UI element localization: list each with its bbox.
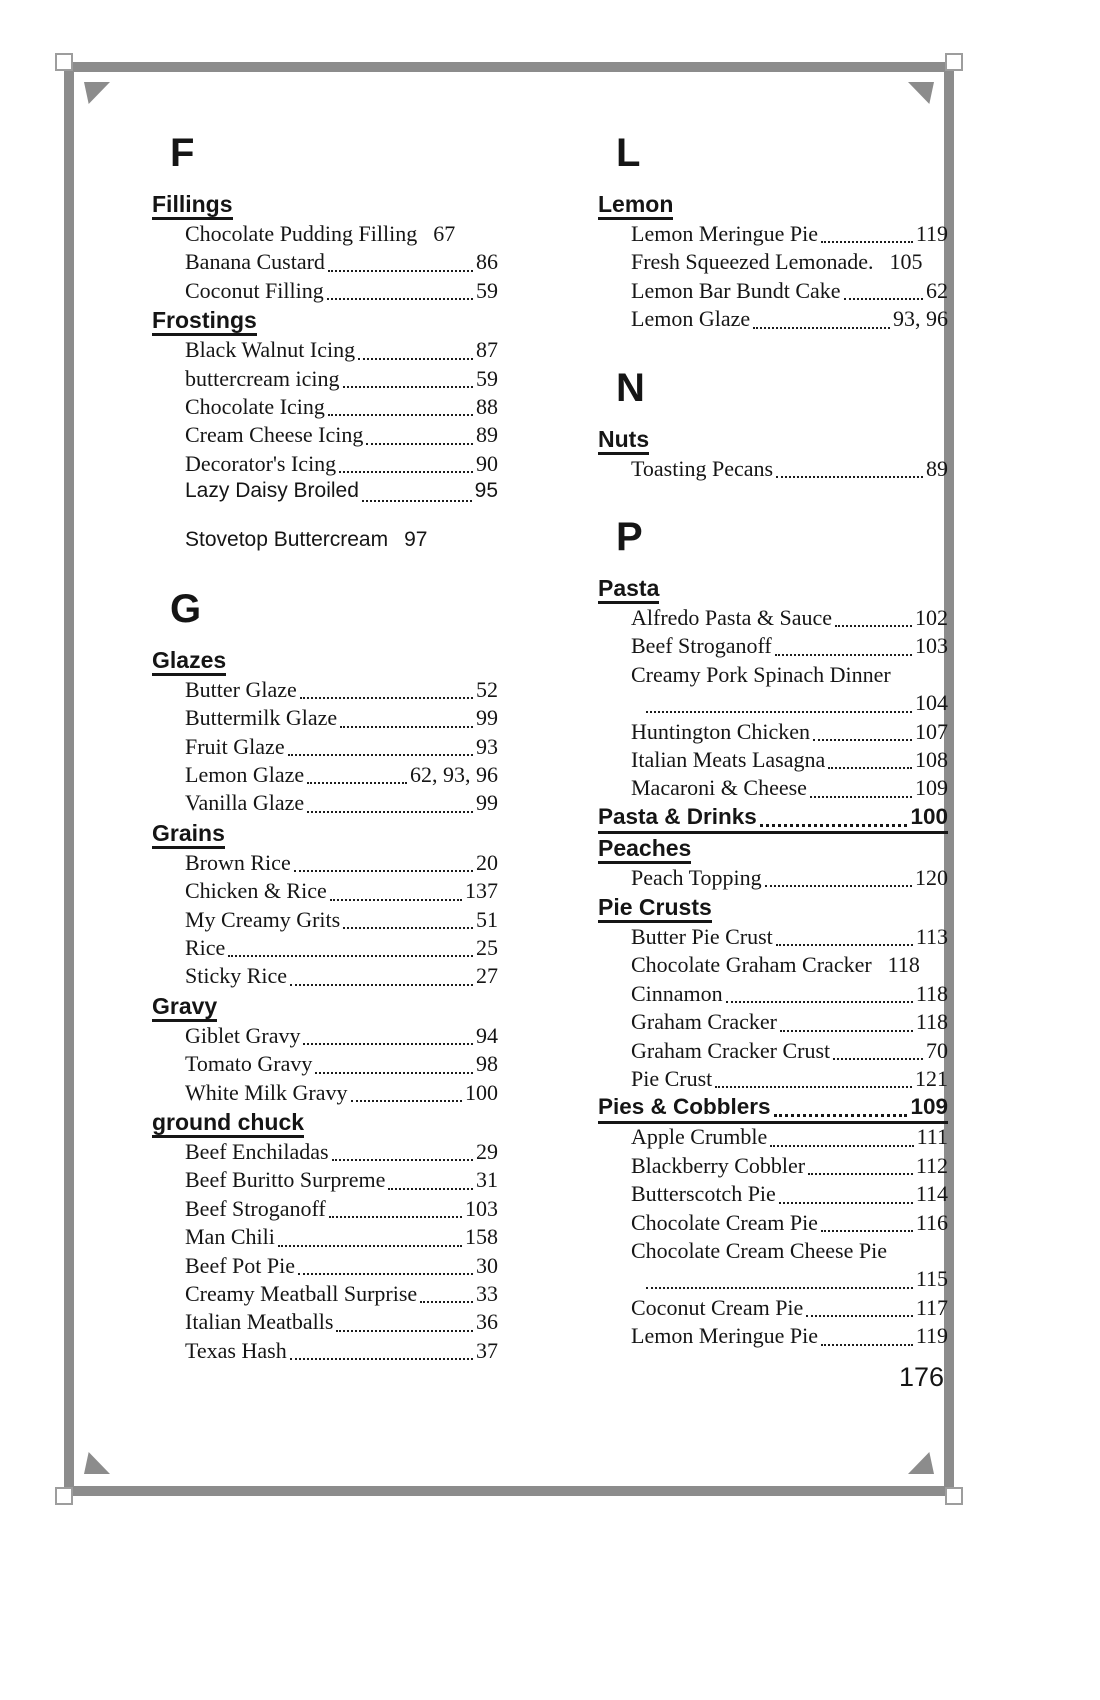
index-entry (185, 762, 498, 790)
dot-leader (343, 927, 473, 929)
entry-label: Buttermilk Glaze (185, 705, 338, 731)
group-heading: Grains (152, 821, 225, 849)
entry-label: Cream Cheese Icing (185, 422, 364, 448)
entry-page: 104 (915, 690, 948, 716)
section-letter: F (170, 131, 195, 175)
index-entry (185, 907, 498, 935)
entry-label: Tomato Gravy (185, 1051, 313, 1077)
entry-label: Pies & Cobblers (598, 1094, 771, 1120)
index-entry (631, 1153, 948, 1181)
entry-label: Lemon Glaze (631, 306, 751, 332)
dot-leader (810, 796, 912, 798)
entry-label: Fruit Glaze (185, 733, 285, 759)
entry-page: 137 (465, 878, 498, 904)
section-letter: L (616, 131, 641, 175)
entry-page: 111 (916, 1124, 948, 1150)
group-heading-row (152, 1110, 498, 1139)
entry-label: Giblet Gravy (185, 1022, 301, 1048)
index-section (598, 365, 948, 484)
index-column-left (152, 130, 498, 1366)
group-heading: Glazes (152, 648, 226, 676)
group-heading-row (598, 836, 948, 865)
entry-page: 70 (926, 1037, 948, 1063)
index-entry (185, 366, 498, 394)
group-heading-row (152, 648, 498, 677)
dot-leader (715, 1086, 912, 1088)
entry-page: 98 (476, 1051, 498, 1077)
index-entry (631, 249, 948, 277)
entry-page: 67 (433, 221, 456, 246)
entry-page: 97 (404, 527, 428, 551)
entry-page: 94 (476, 1022, 498, 1048)
dot-leader (328, 414, 473, 416)
dot-leader (420, 1301, 473, 1303)
dot-leader (300, 697, 473, 699)
index-entry (185, 878, 498, 906)
group-heading: Fillings (152, 192, 233, 220)
entry-page: 105 (889, 249, 923, 275)
entry-page: 51 (476, 906, 498, 932)
dot-leader (358, 358, 473, 360)
index-entry (631, 719, 948, 747)
entry-page: 109 (910, 1094, 948, 1120)
entry-label: Butterscotch Pie (631, 1181, 776, 1207)
corner-square-bottom-left (55, 1487, 73, 1505)
entry-label: Vanilla Glaze (185, 790, 305, 816)
entry-page: 62, 93, 96 (410, 762, 498, 788)
group-heading: Nuts (598, 427, 649, 455)
index-entry (631, 1295, 948, 1323)
entry-page: 118 (915, 1009, 948, 1035)
entry-page: 37 (476, 1337, 498, 1363)
entry-label: Blackberry Cobbler (631, 1152, 806, 1178)
entry-page: 100 (465, 1079, 498, 1105)
dot-leader (294, 870, 473, 872)
dot-leader (327, 298, 473, 300)
section-letter: P (616, 514, 643, 559)
entry-label: Cinnamon (631, 980, 723, 1006)
bold-index-row (598, 804, 948, 834)
index-entry (631, 1323, 948, 1351)
entry-page: 89 (476, 422, 498, 448)
entry-page: 118 (887, 952, 920, 978)
dot-leader (307, 782, 407, 784)
entry-label: Man Chili (185, 1224, 275, 1250)
entry-page: 62 (926, 277, 948, 303)
index-entry (185, 1253, 498, 1281)
dot-leader (828, 767, 912, 769)
group-heading-row (152, 821, 498, 850)
entry-label: Lemon Meringue Pie (631, 221, 818, 246)
index-section (152, 130, 498, 556)
dot-leader (776, 944, 913, 946)
entry-page: 99 (476, 705, 498, 731)
entry-page: 121 (915, 1066, 948, 1092)
dot-leader (329, 1216, 462, 1218)
corner-square-top-right (945, 53, 963, 71)
entry-label: Sticky Rice (185, 963, 288, 989)
index-entry (185, 249, 498, 277)
entry-label: Lemon Glaze (185, 762, 305, 788)
dot-leader (303, 1043, 473, 1045)
dot-leader (290, 1358, 473, 1360)
group-heading-row (598, 427, 948, 456)
entry-label: Graham Cracker Crust (631, 1037, 831, 1063)
dot-leader (779, 1202, 913, 1204)
entry-label: Chicken & Rice (185, 878, 327, 904)
entry-page: 30 (476, 1252, 498, 1278)
entry-label: Black Walnut Icing (185, 337, 356, 363)
index-entry (185, 1051, 498, 1079)
dot-leader (808, 1173, 913, 1175)
entry-page: 103 (915, 633, 948, 659)
dot-leader (290, 984, 473, 986)
entry-label: Fresh Squeezed Lemonade. (631, 249, 874, 275)
index-entry (185, 479, 498, 507)
entry-page: 33 (476, 1280, 498, 1306)
index-entry (185, 850, 498, 878)
index-entry (185, 422, 498, 450)
index-entry (185, 790, 498, 818)
index-entry (631, 952, 948, 980)
entry-page: 119 (915, 1323, 948, 1349)
entry-page: 114 (915, 1181, 948, 1207)
entry-page: 86 (476, 249, 498, 275)
entry-page: 88 (476, 393, 498, 419)
entry-label: Butter Pie Crust (631, 924, 773, 950)
entry-page: 95 (474, 479, 498, 503)
entry-label: Coconut Filling (185, 277, 324, 303)
group-heading: Pasta (598, 576, 659, 604)
index-entry (631, 1009, 948, 1037)
entry-page: 27 (476, 963, 498, 989)
dot-leader (821, 241, 913, 243)
index-entry (185, 705, 498, 733)
dot-leader (753, 327, 890, 329)
entry-page: 36 (476, 1309, 498, 1335)
entry-label: Creamy Meatball Surprise (185, 1280, 418, 1306)
corner-square-bottom-right (945, 1487, 963, 1505)
index-entry (631, 1210, 948, 1238)
entry-page: 93, 96 (893, 306, 948, 332)
dot-leader (776, 476, 923, 478)
index-entry (185, 451, 498, 479)
dot-leader (328, 270, 473, 272)
entry-page: 108 (915, 746, 948, 772)
entry-label: Chocolate Pudding Filling (185, 221, 418, 246)
entry-label: My Creamy Grits (185, 906, 341, 932)
index-entry (631, 981, 948, 1009)
entry-page: 118 (915, 980, 948, 1006)
index-entry (631, 775, 948, 803)
index-entry (185, 278, 498, 306)
entry-page: 90 (476, 450, 498, 476)
entry-label: buttercream icing (185, 365, 340, 391)
index-entry (185, 935, 498, 963)
entry-page: 158 (465, 1224, 498, 1250)
entry-page: 29 (476, 1138, 498, 1164)
entry-label: Macaroni & Cheese (631, 775, 807, 801)
entry-label: Decorator's Icing (185, 450, 337, 476)
entry-label: Brown Rice (185, 849, 291, 875)
dot-leader (775, 654, 912, 656)
group-heading: Frostings (152, 308, 257, 336)
corner-square-top-left (55, 53, 73, 71)
entry-page: 20 (476, 849, 498, 875)
index-entry (631, 1038, 948, 1066)
index-entry (631, 1238, 948, 1266)
index-entry (185, 337, 498, 365)
entry-page: 103 (465, 1195, 498, 1221)
index-entry (631, 1124, 948, 1152)
page-number: 176 (898, 1362, 944, 1392)
entry-page: 87 (476, 337, 498, 363)
index-entry (185, 1224, 498, 1252)
index-entry-continuation (643, 1266, 948, 1294)
index-entry (185, 1023, 498, 1051)
entry-label: Texas Hash (185, 1337, 287, 1363)
index-entry (631, 1181, 948, 1209)
dot-leader (339, 471, 473, 473)
dot-leader (307, 811, 473, 813)
index-entry (631, 662, 948, 690)
entry-page: 119 (915, 221, 948, 246)
entry-label: Italian Meats Lasagna (631, 746, 826, 772)
index-section (598, 514, 948, 1352)
entry-page: 89 (926, 455, 948, 481)
entry-page: 25 (476, 935, 498, 961)
dot-leader (646, 1287, 913, 1289)
entry-page: 120 (915, 864, 948, 890)
dot-leader (780, 1030, 913, 1032)
entry-label: Chocolate Cream Pie (631, 1209, 818, 1235)
index-entry (631, 306, 948, 334)
group-heading: Peaches (598, 836, 691, 864)
group-heading-row (598, 576, 948, 605)
index-entry (185, 1309, 498, 1337)
entry-label: Creamy Pork Spinach Dinner (631, 661, 891, 687)
index-entry (631, 221, 948, 249)
dot-leader (760, 824, 908, 827)
entry-page: 107 (915, 718, 948, 744)
entry-label: Toasting Pecans (631, 455, 774, 481)
entry-label: Beef Stroganoff (185, 1195, 326, 1221)
group-heading: ground chuck (152, 1110, 304, 1138)
dot-leader (278, 1245, 462, 1247)
dot-leader (770, 1145, 913, 1147)
index-entry (185, 734, 498, 762)
entry-label: Rice (185, 935, 226, 961)
dot-leader (362, 500, 472, 502)
entry-label: Graham Cracker (631, 1009, 777, 1035)
index-column-right (598, 130, 948, 1352)
dot-leader (343, 386, 473, 388)
dot-leader (330, 899, 462, 901)
dot-leader (351, 1100, 462, 1102)
dot-leader (806, 1315, 913, 1317)
index-entry (185, 1196, 498, 1224)
dot-leader (844, 298, 923, 300)
entry-label: White Milk Gravy (185, 1079, 348, 1105)
entry-page: 59 (476, 277, 498, 303)
dot-leader (765, 885, 912, 887)
index-entry (631, 456, 948, 484)
index-entry (185, 677, 498, 705)
entry-label: Lemon Meringue Pie (631, 1323, 818, 1349)
index-entry (631, 747, 948, 775)
entry-label: Italian Meatballs (185, 1309, 334, 1335)
entry-label: Chocolate Cream Cheese Pie (631, 1237, 887, 1263)
bold-index-row (598, 1094, 948, 1124)
group-heading: Gravy (152, 994, 217, 1022)
section-letter: N (616, 365, 645, 410)
entry-label: Beef Pot Pie (185, 1252, 295, 1278)
index-section (598, 130, 948, 335)
entry-page: 113 (915, 924, 948, 950)
dot-leader (821, 1344, 913, 1346)
group-heading: Pie Crusts (598, 895, 712, 923)
entry-page: 117 (915, 1294, 948, 1320)
dot-leader (813, 739, 912, 741)
index-entry (185, 1167, 498, 1195)
dot-leader (288, 754, 473, 756)
index-entry (631, 1066, 948, 1094)
entry-page: 115 (915, 1266, 948, 1292)
dot-leader (821, 1230, 913, 1232)
entry-page: 31 (476, 1167, 498, 1193)
dot-leader (726, 1001, 913, 1003)
entry-page: 109 (915, 775, 948, 801)
entry-label: Banana Custard (185, 249, 325, 275)
index-entry (185, 1139, 498, 1167)
index-entry (631, 865, 948, 893)
dot-leader (366, 443, 473, 445)
entry-page: 102 (915, 604, 948, 630)
section-letter: G (170, 586, 202, 631)
entry-label: Chocolate Graham Cracker (631, 952, 872, 978)
entry-page: 52 (476, 676, 498, 702)
entry-label: Peach Topping (631, 864, 762, 890)
dot-leader (774, 1114, 908, 1117)
index-entry (631, 633, 948, 661)
group-heading-row (598, 192, 948, 221)
group-heading-row (598, 895, 948, 924)
index-entry (185, 528, 498, 556)
dot-leader (833, 1058, 923, 1060)
index-entry (631, 605, 948, 633)
entry-page: 100 (910, 803, 948, 829)
entry-page: 99 (476, 790, 498, 816)
entry-label: Beef Buritto Surpreme (185, 1167, 386, 1193)
group-heading-row (152, 308, 498, 337)
entry-page: 112 (915, 1152, 948, 1178)
entry-label: Alfredo Pasta & Sauce (631, 604, 832, 630)
index-entry (185, 221, 498, 249)
dot-leader (340, 726, 473, 728)
index-entry (631, 278, 948, 306)
entry-label: Pasta & Drinks (598, 803, 757, 829)
entry-label: Butter Glaze (185, 676, 297, 702)
entry-page: 93 (476, 733, 498, 759)
entry-label: Apple Crumble (631, 1124, 768, 1150)
index-section (152, 586, 498, 1366)
entry-label: Pie Crust (631, 1066, 713, 1092)
entry-label: Lemon Bar Bundt Cake (631, 277, 841, 303)
entry-label: Beef Stroganoff (631, 633, 772, 659)
group-heading-row (152, 192, 498, 221)
index-entry (185, 394, 498, 422)
entry-label: Huntington Chicken (631, 718, 811, 744)
dot-leader (228, 955, 473, 957)
dot-leader (315, 1072, 473, 1074)
index-entry (631, 924, 948, 952)
entry-label: Beef Enchiladas (185, 1138, 329, 1164)
entry-page: 59 (476, 365, 498, 391)
dot-leader (835, 625, 912, 627)
dot-leader (332, 1159, 473, 1161)
index-entry-continuation (643, 690, 948, 718)
entry-page: 116 (915, 1209, 948, 1235)
index-entry (185, 1338, 498, 1366)
index-entry (185, 1080, 498, 1108)
entry-label: Lazy Daisy Broiled (185, 479, 359, 503)
dot-leader (298, 1273, 473, 1275)
index-entry (185, 963, 498, 991)
index-entry (185, 1281, 498, 1309)
entry-label: Stovetop Buttercream (185, 527, 389, 551)
entry-label: Coconut Cream Pie (631, 1294, 804, 1320)
group-heading: Lemon (598, 192, 673, 220)
group-heading-row (152, 994, 498, 1023)
dot-leader (388, 1188, 473, 1190)
dot-leader (646, 711, 912, 713)
entry-label: Chocolate Icing (185, 393, 325, 419)
dot-leader (336, 1330, 473, 1332)
